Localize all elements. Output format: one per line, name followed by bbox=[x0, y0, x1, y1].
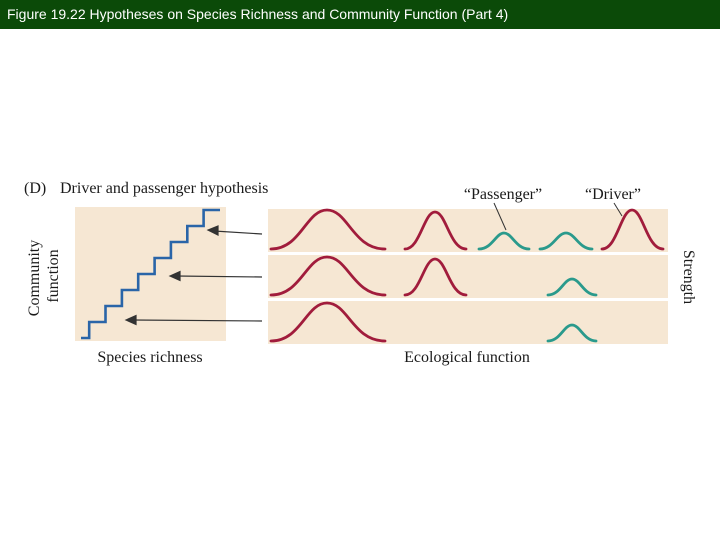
function-label: function bbox=[45, 249, 62, 303]
panel-label: (D) bbox=[24, 180, 47, 197]
panel-title: Driver and passenger hypothesis bbox=[60, 180, 269, 197]
function-row-middle bbox=[268, 255, 668, 298]
species-richness-label: Species richness bbox=[97, 349, 203, 366]
function-row-bottom bbox=[268, 301, 668, 344]
driver-label: “Driver” bbox=[585, 186, 641, 203]
strength-label: Strength bbox=[680, 249, 697, 305]
community-label: Community bbox=[26, 239, 43, 317]
ecological-function-label: Ecological function bbox=[404, 349, 530, 366]
slide-title: Figure 19.22 Hypotheses on Species Richness and Community Function (Part 4) bbox=[7, 6, 509, 22]
passenger-label: “Passenger” bbox=[463, 186, 543, 203]
